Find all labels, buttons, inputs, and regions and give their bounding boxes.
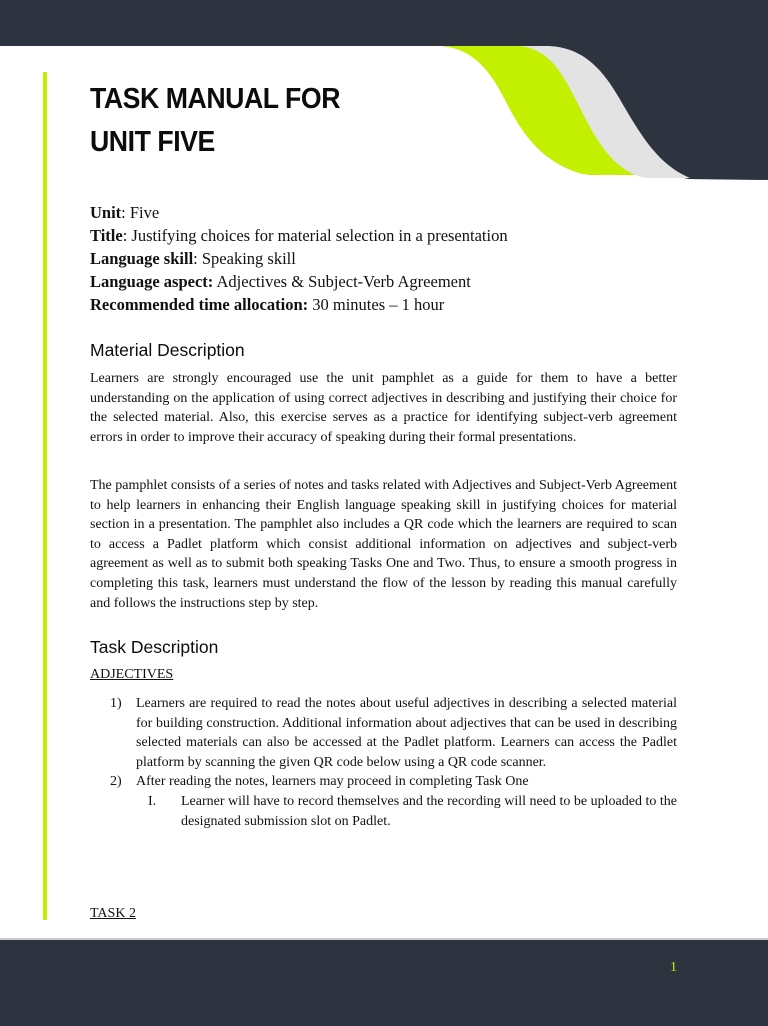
page-title	[90, 78, 340, 164]
adjectives-label: ADJECTIVES	[90, 667, 174, 682]
list-item	[90, 772, 677, 792]
sub-list-item-number: I.	[148, 793, 157, 809]
list-item-number: 2)	[110, 774, 122, 790]
meta-unit: Unit: Five	[90, 203, 160, 222]
material-heading: Material Description	[90, 340, 245, 360]
list-item-number: 1)	[110, 696, 122, 711]
task-list	[90, 694, 677, 831]
task2-label: TASK 2	[90, 906, 136, 921]
meta-title: Title: Justifying choices for material selection in a presentation	[90, 226, 508, 245]
sub-list-item-text: Learner will have to record themselves and the recording will need to be uploaded to the designated submission slot on Padlet.	[181, 793, 677, 829]
list-item	[90, 694, 677, 772]
meta-time: Recommended time allocation: 30 minutes – 1 hour	[90, 295, 445, 314]
material-paragraph-2: The pamphlet consists of a series of notes and tasks related with Adjectives and Subject-Verb Agreement to help learners in enhancing their English language speaking skill in justifying choices for material section in a presentation. The pamphlet also includes a QR code which the learners are required to scan to access a Padlet platform which consist additional information on adjectives and subject-verb agreement as well as to submit both speaking Tasks One and Two. Thus, to ensure a smooth progress in completing this task, learners must understand the flow of the lesson by reading this manual carefully and follows the instructions step by step.	[90, 478, 677, 611]
page-number: 1	[670, 960, 677, 975]
unit-metadata	[90, 201, 508, 316]
material-paragraph-1: Learners are strongly encouraged use the unit pamphlet as a guide for them to have a better understanding on the application of using correct adjectives in describing and justifying their choice for the selected material. Also, this exercise serves as a practice for identifying subject-verb agreement errors in order to improve their accuracy of speaking during their formal presentations.	[90, 371, 677, 445]
title-line-1: TASK MANUAL FOR	[90, 83, 341, 115]
task-heading: Task Description	[90, 637, 219, 657]
meta-aspect: Language aspect: Adjectives & Subject-Verb Agreement	[90, 272, 471, 291]
footer-band	[0, 938, 768, 1026]
list-item-text: Learners are required to read the notes about useful adjectives in describing a selected material for building construction. Additional information about adjectives that can be used in describing selected materials can also be accessed at the Padlet platform. Learners can access the Padlet platform by scanning the given QR code below using a QR code scanner.	[136, 696, 677, 770]
title-line-2: UNIT FIVE	[90, 126, 215, 158]
list-item-text: After reading the notes, learners may proceed in completing Task One	[136, 774, 529, 790]
meta-skill: Language skill: Speaking skill	[90, 249, 296, 268]
left-accent-rule	[43, 72, 47, 920]
sub-list-item	[90, 792, 677, 831]
